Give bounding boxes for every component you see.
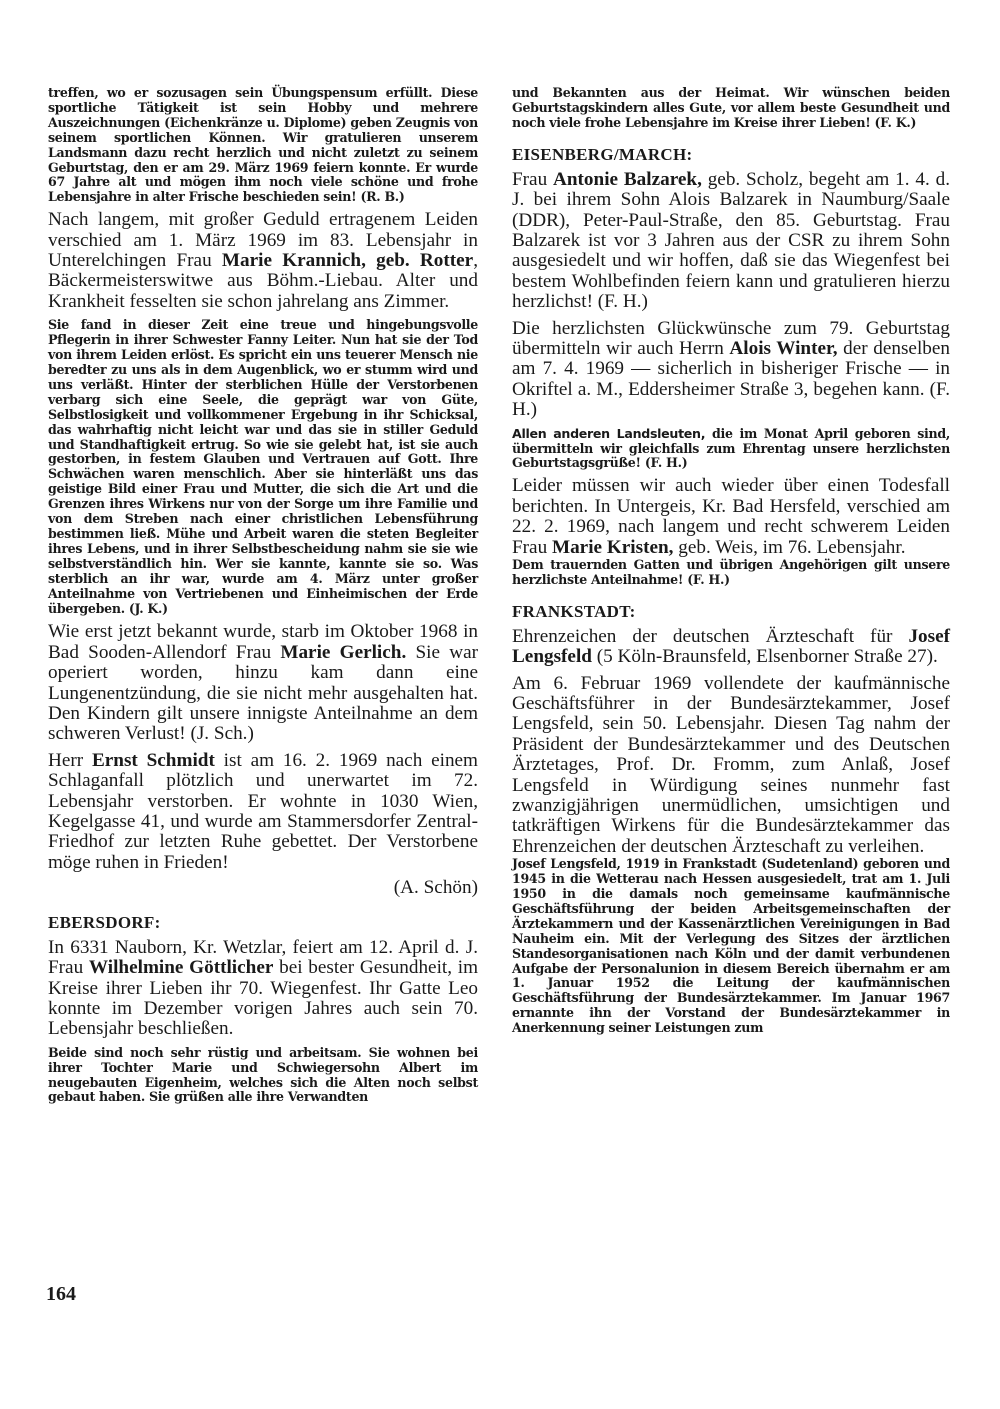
- greetings-all: Allen anderen Landsleuten, die im Monat April geboren sind, übermitteln wir gleichfalls zum Ehrentag unsere herzlichsten Geburtstagsgrüße! (F. H.): [512, 425, 950, 471]
- page-number: 164: [46, 1283, 76, 1305]
- article-text: und Bekannten aus der Heimat. Wir wünschen beiden Geburtstagskindern alles Gute, vor allem beste Gesundheit und noch viele frohe Lebensjahre im Kreise ihrer Lieben! (F. K.): [512, 85, 950, 130]
- right-column: [512, 86, 950, 1036]
- person-name: Antonie Balzarek,: [553, 168, 702, 190]
- person-name: Ernst Schmidt: [91, 749, 215, 771]
- birthday-balzarek: Frau Antonie Balzarek, geb. Scholz, begeht am 1. 4. d. J. bei ihrem Sohn Alois Balzarek in Naumburg/Saale (DDR), Peter-Paul-Straße, den 85. Geburtstag. Frau Balzarek ist vor 3 Jahren aus der CSR zu ihrem Sohn ausgesiedelt und wir hoffen, daß sie das Wiegenfest bei bestem Wohlbefinden feiern kann und gratulieren hierzu herzlichst! (F. H.): [512, 168, 950, 313]
- birthday-winter: Die herzlichsten Glückwünsche zum 79. Geburtstag übermitteln wir auch Herrn Alois Winter, der denselben am 7. 4. 1969 — sicherlich in bisheriger Frische — in Okriftel a. M., Eddersheimer Straße 3, begehen kann. (F. H.): [512, 317, 950, 421]
- person-name: Marie Gerlich.: [280, 641, 407, 663]
- person-name: Marie Krannich, geb. Rotter: [221, 250, 474, 272]
- obituary-schmidt: Herr Ernst Schmidt ist am 16. 2. 1969 nach einem Schlaganfall plötzlich und unerwartet im 72. Lebensjahr verstorben. Er wohnte in 1030 Wien, Kegelgasse 41, und wurde am Stammersdorfer Zentral-Friedhof zur letzten Ruhe gebettet. Der Verstorbene möge ruhen in Frieden!: [48, 749, 478, 873]
- signature: (A. Schön): [393, 877, 478, 899]
- obituary-krannich: Nach langem, mit großer Geduld ertragenem Leiden verschied am 1. März 1969 im 83. Lebensjahr in Unterelchingen Frau Marie Krannich, geb. Rotter, Bäckermeisterswitwe aus Böhm.-Liebau. Alter und Krankheit fesselten sie schon jahrelang ans Zimmer.: [48, 209, 478, 312]
- article-text: Beide sind noch sehr rüstig und arbeitsam. Sie wohnen bei ihrer Tochter Marie und Schwiegersohn Albert im neugebauten Eigenheim, welches sich die Alten noch selbst gebaut haben. Sie grüßen alle ihre Verwandten: [48, 1044, 478, 1105]
- person-name: Alois Winter,: [729, 337, 838, 359]
- section-heading-ebersdorf: EBERSDORF:: [48, 912, 161, 932]
- section-heading-eisenberg: EISENBERG/MARCH:: [512, 144, 693, 164]
- article-text: Am 6. Februar 1969 vollendete der kaufmännische Geschäftsführer in der Bundesärztekammer, Josef Lengsfeld, sein 50. Lebensjahr. Diesen Tag nahm der Präsident der Bundesärztekammer und des Deutschen Ärztetages, Prof. Dr. Fromm, zum Anlaß, Josef Lengsfeld in Würdigung seines nunmehr fast zwanzigjährigen unermüdlichen, umsichtigen und tatkräftigen Wirkens für die Bundesärztekammer das Ehrenzeichen der deutschen Ärzteschaft zu verleihen.: [512, 672, 950, 857]
- birthday-goettlicher: In 6331 Nauborn, Kr. Wetzlar, feiert am 12. April d. J. Frau Wilhelmine Göttlicher bei bester Gesundheit, im Kreise ihrer Lieben ihr 70. Wiegenfest. Ihr Gatte Leo konnte im Dezember vorigen Jahres auch sein 70. Lebensjahr beschließen.: [48, 936, 479, 1040]
- award-lengsfeld: Ehrenzeichen der deutschen Ärzteschaft für Josef Lengsfeld (5 Köln-Braunsfeld, Elsenborner Straße 27).: [512, 625, 950, 668]
- article-text: Sie fand in dieser Zeit eine treue und hingebungsvolle Pflegerin in ihrer Schwester Fanny Leiter. Nun hat sie der Tod von ihrem Leiden erlöst. Es spricht ein uns teuerer Mensch nie beredter zu uns als in dem Augenblick, wo er stumm wird und uns verläßt. Hinter der sterblichen Hülle der Verstorbenen verbarg sich eine Seele, die geprägt war von Güte, Selbstlosigkeit und vollkommener Ergebung in ihr Schicksal, das wahrhaftig nicht leicht war und das sie in stiller Geduld und Standhaftigkeit ertrug. So wie sie gelebt hat, ist sie auch gestorben, in festem Glauben und Vertrauen auf Gott. Ihre Schwächen waren menschlich. Aber sie hinterläßt uns das geistige Bild einer Frau und Mutter, die sich die Art und die Grenzen ihres Wirkens nur von der Sorge um ihre Familie und von dem Streben nach einer christlichen Lebensführung bestimmen ließ. Mühe und Arbeit waren die steten Begleiter ihres Lebens, und in ihrer Selbstbescheidung nahm sie sie wie selbstverständlich hin. Wer sie kannte, kannte sie so. Was sterblich an ihr war, wurde am 4. März unter großer Anteilnahme von Vertriebenen und Einheimischen der Erde übergeben. (J. K.): [48, 317, 478, 616]
- obituary-gerlich: Wie erst jetzt bekannt wurde, starb im Oktober 1968 in Bad Sooden-Allendorf Frau Marie Gerlich. Sie war operiert worden, hinzu kam dann eine Lungenentzündung, die sie nicht mehr ausgehalten hat. Den Kindern gilt unsere innigste Anteilnahme an dem schweren Verlust! (J. Sch.): [48, 621, 478, 745]
- person-name: Marie Kristen,: [551, 536, 674, 558]
- section-heading-frankstadt: FRANKSTADT:: [512, 601, 636, 621]
- person-name: Wilhelmine Göttlicher: [88, 957, 274, 979]
- left-column: [48, 86, 478, 1105]
- obituary-kristen: Leider müssen wir auch wieder über einen Todesfall berichten. In Untergeis, Kr. Bad Hersfeld, verschied am 22. 2. 1969, nach langem und recht schwerem Leiden Frau Marie Kristen, geb. Weis, im 76. Lebensjahr.: [512, 475, 950, 558]
- article-text: Dem trauernden Gatten und übrigen Angehörigen gilt unsere herzlichste Anteilnahme! (F. H.): [512, 556, 950, 587]
- article-text: treffen, wo er sozusagen sein Übungspensum erfüllt. Diese sportliche Tätigkeit ist sein Hobby und mehrere Auszeichnungen (Eichenkränze u. Diplome) geben Zeugnis von seinem sportlichen Können. Wir gratulieren unserem Landsmann dazu recht herzlich und nicht zuletzt zu seinem Geburtstag, den er am 29. März 1969 feiern konnte. Er wurde 67 Jahre alt und mögen ihm noch viele schöne und frohe Lebensjahre in alter Frische beschieden sein! (R. B.): [48, 85, 478, 205]
- article-text: Josef Lengsfeld, 1919 in Frankstadt (Sudetenland) geboren und 1945 in die Wetterau nach Hessen ausgesiedelt, trat am 1. Juli 1950 in die damals noch gemeinsame kaufmännische Geschäftsführung der beiden Arbeitsgemeinschaften der Ärztekammern und der Kassenärztlichen Vereinigungen in Bad Nauheim ein. Mit der Verlegung des Sitzes der ärztlichen Standesorganisationen nach Köln und der damit verbundenen Aufgabe der Personalunion in diesem Bereich übernahm er am 1. Januar 1952 die Leitung der kaufmännischen Geschäftsführung der Bundesärztekammer. Im Januar 1967 ernannte ihn der Vorstand der Bundesärztekammer in Anerkennung seiner Leistungen zum: [512, 856, 950, 1036]
- person-name: Josef Lengsfeld: [512, 625, 950, 668]
